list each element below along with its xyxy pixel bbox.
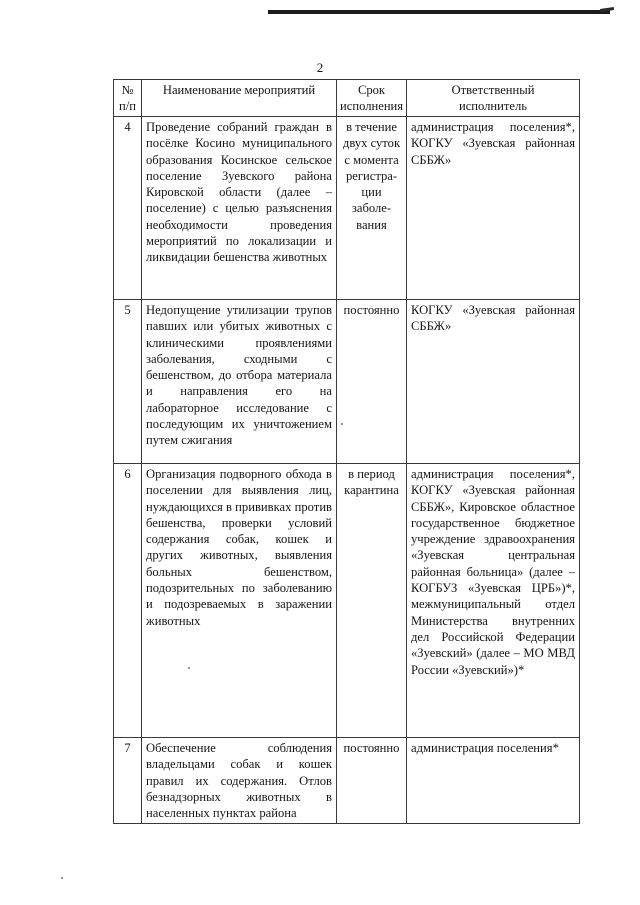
row-deadline: в течение двух суток с момента регистра- ции заболе- вания	[337, 117, 407, 300]
row-responsible: администрация поселения*, КОГКУ «Зуевская районная СББЖ», Кировское областное государственное бюджетное учреждение здравоохранения «Зуевская центральная районная больница» (далее – КОГБУЗ «Зуевская ЦРБ»)*, межмуниципальный отдел Министерства внутренних дел Российской Федерации «Зуевский» (далее – МО МВД России «Зуевский»)*	[407, 464, 580, 738]
row-deadline: постоянно	[337, 738, 407, 824]
row-measure-name: Проведение собраний граждан в посёлке Косино муниципального образования Косинское сельское поселение Зуевского района Кировской области (далее – поселение) с целью разъяснения необходимости проведения мероприятий по локализации и ликвидации бешенства животных	[142, 117, 337, 300]
row-responsible: КОГКУ «Зуевская районная СББЖ»	[407, 300, 580, 464]
row-measure-name: Обеспечение соблюдения владельцами собак и кошек правил их содержания. Отлов безнадзорных животных в населенных пунктах района	[142, 738, 337, 824]
table-row	[114, 738, 580, 824]
scan-speck	[61, 877, 63, 879]
row-measure-name: Организация подворного обхода в поселении для выявления лиц, нуждающихся в прививках против бешенства, проверки условий содержания собак, кошек и других животных, выявления больных бешенством, подозрительных по заболеванию и подозреваемых в заражении животных	[142, 464, 337, 738]
scan-speck	[341, 423, 343, 425]
row-number: 6	[114, 464, 142, 738]
header-responsible: Ответственный исполнитель	[407, 80, 580, 117]
header-deadline: Срок исполнения	[337, 80, 407, 117]
table-row	[114, 117, 580, 300]
header-measure-name: Наименование мероприятий	[142, 80, 337, 117]
scan-speck	[188, 667, 190, 669]
row-number: 5	[114, 300, 142, 464]
row-measure-name: Недопущение утилизации трупов павших или убитых животных с клиническими проявлениями заболевания, сходными с бешенством, до отбора материала и направления его на лабораторное исследование с последующим их уничтожением путем сжигания	[142, 300, 337, 464]
row-deadline: в период карантина	[337, 464, 407, 738]
table-row	[114, 464, 580, 738]
measures-table	[113, 79, 580, 824]
table-row	[114, 300, 580, 464]
row-deadline: постоянно	[337, 300, 407, 464]
page-number: 2	[316, 60, 324, 75]
row-responsible: администрация поселения*, КОГКУ «Зуевская районная СББЖ»	[407, 117, 580, 300]
table-header-row	[114, 80, 580, 117]
row-number: 7	[114, 738, 142, 824]
row-number: 4	[114, 117, 142, 300]
scan-edge-bar	[268, 10, 610, 14]
header-number: № п/п	[114, 80, 142, 117]
row-responsible: администрация поселения*	[407, 738, 580, 824]
